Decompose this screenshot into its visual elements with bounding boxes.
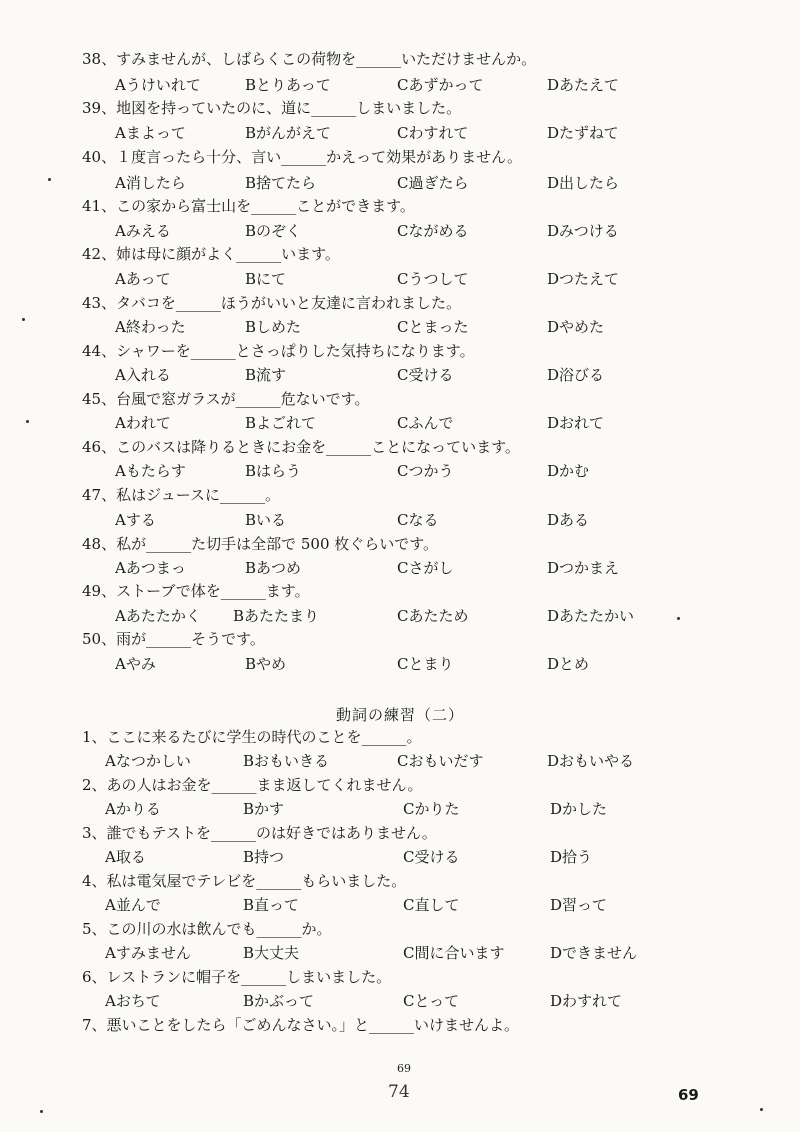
option-d: Dつたえて <box>547 270 620 288</box>
option-b: Bのぞく <box>245 222 302 240</box>
question-text: 38、すみませんが、しばらくこの荷物を______いただけませんか。 <box>82 50 537 68</box>
option-b: Bとりあって <box>245 76 331 94</box>
question-text: 41、この家から富士山を______ことができます。 <box>82 197 415 215</box>
option-b: Bしめた <box>245 318 302 336</box>
option-d: Dできません <box>550 944 638 962</box>
option-d: Dわすれて <box>550 992 623 1010</box>
option-b: B大丈夫 <box>243 944 300 962</box>
option-b: B持つ <box>243 848 285 866</box>
option-d: Dとめ <box>547 655 590 673</box>
question-text: 42、姉は母に顔がよく______います。 <box>82 245 340 263</box>
question-text: 6、レストランに帽子を______しまいました。 <box>82 968 392 986</box>
option-c: Cながめる <box>397 222 469 240</box>
option-d: D出したら <box>547 174 620 192</box>
option-b: Bよごれて <box>245 414 317 432</box>
page-number-bold: 69 <box>678 1086 699 1104</box>
option-a: A終わった <box>115 318 186 336</box>
option-c: C受ける <box>403 848 460 866</box>
question-text: 49、ストーブで体を______ます。 <box>82 582 310 600</box>
option-a: Aおちて <box>105 992 161 1010</box>
option-a: A取る <box>105 848 146 866</box>
scan-speck <box>48 178 51 181</box>
option-b: Bかす <box>243 800 285 818</box>
option-c: Cさがし <box>397 559 454 577</box>
question-text: 2、あの人はお金を______まま返してくれません。 <box>82 776 423 794</box>
page-number-printed: 74 <box>388 1082 410 1102</box>
option-b: Bにて <box>245 270 287 288</box>
option-d: Dみつける <box>547 222 619 240</box>
option-b: B直って <box>243 896 300 914</box>
question-text: 45、台風で窓ガラスが______危ないです。 <box>82 390 370 408</box>
page-number-small: 69 <box>397 1062 411 1075</box>
option-d: Dたずねて <box>547 124 619 142</box>
option-c: C過ぎたら <box>397 174 469 192</box>
option-a: Aなつかしい <box>105 752 191 770</box>
option-d: Dかむ <box>547 462 590 480</box>
scan-speck <box>677 617 680 620</box>
option-c: Cかりた <box>403 800 460 818</box>
option-d: Dおれて <box>547 414 605 432</box>
option-c: Cなる <box>397 511 439 529</box>
option-d: Dやめた <box>547 318 605 336</box>
option-c: C間に合います <box>403 944 505 962</box>
option-c: Cつかう <box>397 462 454 480</box>
option-c: Cとまり <box>397 655 454 673</box>
option-b: Bあたたまり <box>233 607 320 625</box>
option-a: A並んで <box>105 896 161 914</box>
option-b: Bかぶって <box>243 992 315 1010</box>
option-c: Cうつして <box>397 270 469 288</box>
option-d: Dかした <box>550 800 608 818</box>
option-d: D浴びる <box>547 366 605 384</box>
question-text: 4、私は電気屋でテレビを______もらいました。 <box>82 872 407 890</box>
option-a: Aする <box>115 511 156 529</box>
option-b: Bあつめ <box>245 559 302 577</box>
question-text: 39、地図を持っていたのに、道に______しまいました。 <box>82 99 462 117</box>
question-text: 46、このバスは降りるときにお金を______ことになっています。 <box>82 438 520 456</box>
scan-speck <box>760 1108 763 1111</box>
option-d: D拾う <box>550 848 593 866</box>
option-a: A消したら <box>115 174 186 192</box>
option-c: Cあたため <box>397 607 469 625</box>
option-a: Aすみません <box>105 944 191 962</box>
option-a: A入れる <box>115 366 171 384</box>
option-c: C受ける <box>397 366 454 384</box>
question-text: 48、私が______た切手は全部で 500 枚ぐらいです。 <box>82 535 439 553</box>
option-d: Dおもいやる <box>547 752 635 770</box>
option-c: Cとまった <box>397 318 469 336</box>
option-a: Aわれて <box>115 414 171 432</box>
option-a: Aあつまっ <box>115 559 186 577</box>
question-text: 47、私はジュースに______。 <box>82 486 281 504</box>
option-d: Dあたたかい <box>547 607 635 625</box>
option-c: Cわすれて <box>397 124 469 142</box>
option-c: Cおもいだす <box>397 752 484 770</box>
option-a: Aみえる <box>115 222 171 240</box>
question-text: 7、悪いことをしたら「ごめんなさい。」と______いけませんよ。 <box>82 1016 520 1034</box>
option-c: Cあずかって <box>397 76 484 94</box>
question-text: 43、タバコを______ほうがいいと友達に言われました。 <box>82 294 461 312</box>
option-b: B流す <box>245 366 287 384</box>
question-text: 40、１度言ったら十分、言い______かえって効果がありません。 <box>82 148 522 166</box>
option-a: Aかりる <box>105 800 161 818</box>
question-text: 44、シャワーを______とさっぱりした気持ちになります。 <box>82 342 475 360</box>
option-a: Aあって <box>115 270 171 288</box>
option-a: Aやみ <box>115 655 156 673</box>
question-text: 1、ここに来るたびに学生の時代のことを______。 <box>82 728 422 746</box>
option-d: Dある <box>547 511 590 529</box>
scan-speck <box>40 1110 43 1113</box>
question-text: 50、雨が______そうです。 <box>82 630 265 648</box>
option-b: Bやめ <box>245 655 287 673</box>
question-text: 5、この川の水は飲んでも______か。 <box>82 920 332 938</box>
option-a: Aもたらす <box>115 462 186 480</box>
option-d: Dつかまえ <box>547 559 620 577</box>
option-d: Dあたえて <box>547 76 620 94</box>
option-b: Bおもいきる <box>243 752 330 770</box>
option-a: Aあたたかく <box>115 607 201 625</box>
option-d: D習って <box>550 896 608 914</box>
option-a: Aまよって <box>115 124 186 142</box>
section-title: 動詞の練習（二） <box>335 706 464 724</box>
option-c: C直して <box>403 896 460 914</box>
question-text: 3、誰でもテストを______のは好きではありません。 <box>82 824 437 842</box>
scan-speck <box>22 318 25 321</box>
option-b: Bはらう <box>245 462 302 480</box>
option-b: B捨てたら <box>245 174 317 192</box>
scan-speck <box>26 420 29 423</box>
option-c: Cふんで <box>397 414 454 432</box>
option-a: Aうけいれて <box>115 76 201 94</box>
option-c: Cとって <box>403 992 460 1010</box>
option-b: Bがんがえて <box>245 124 332 142</box>
option-b: Bいる <box>245 511 287 529</box>
